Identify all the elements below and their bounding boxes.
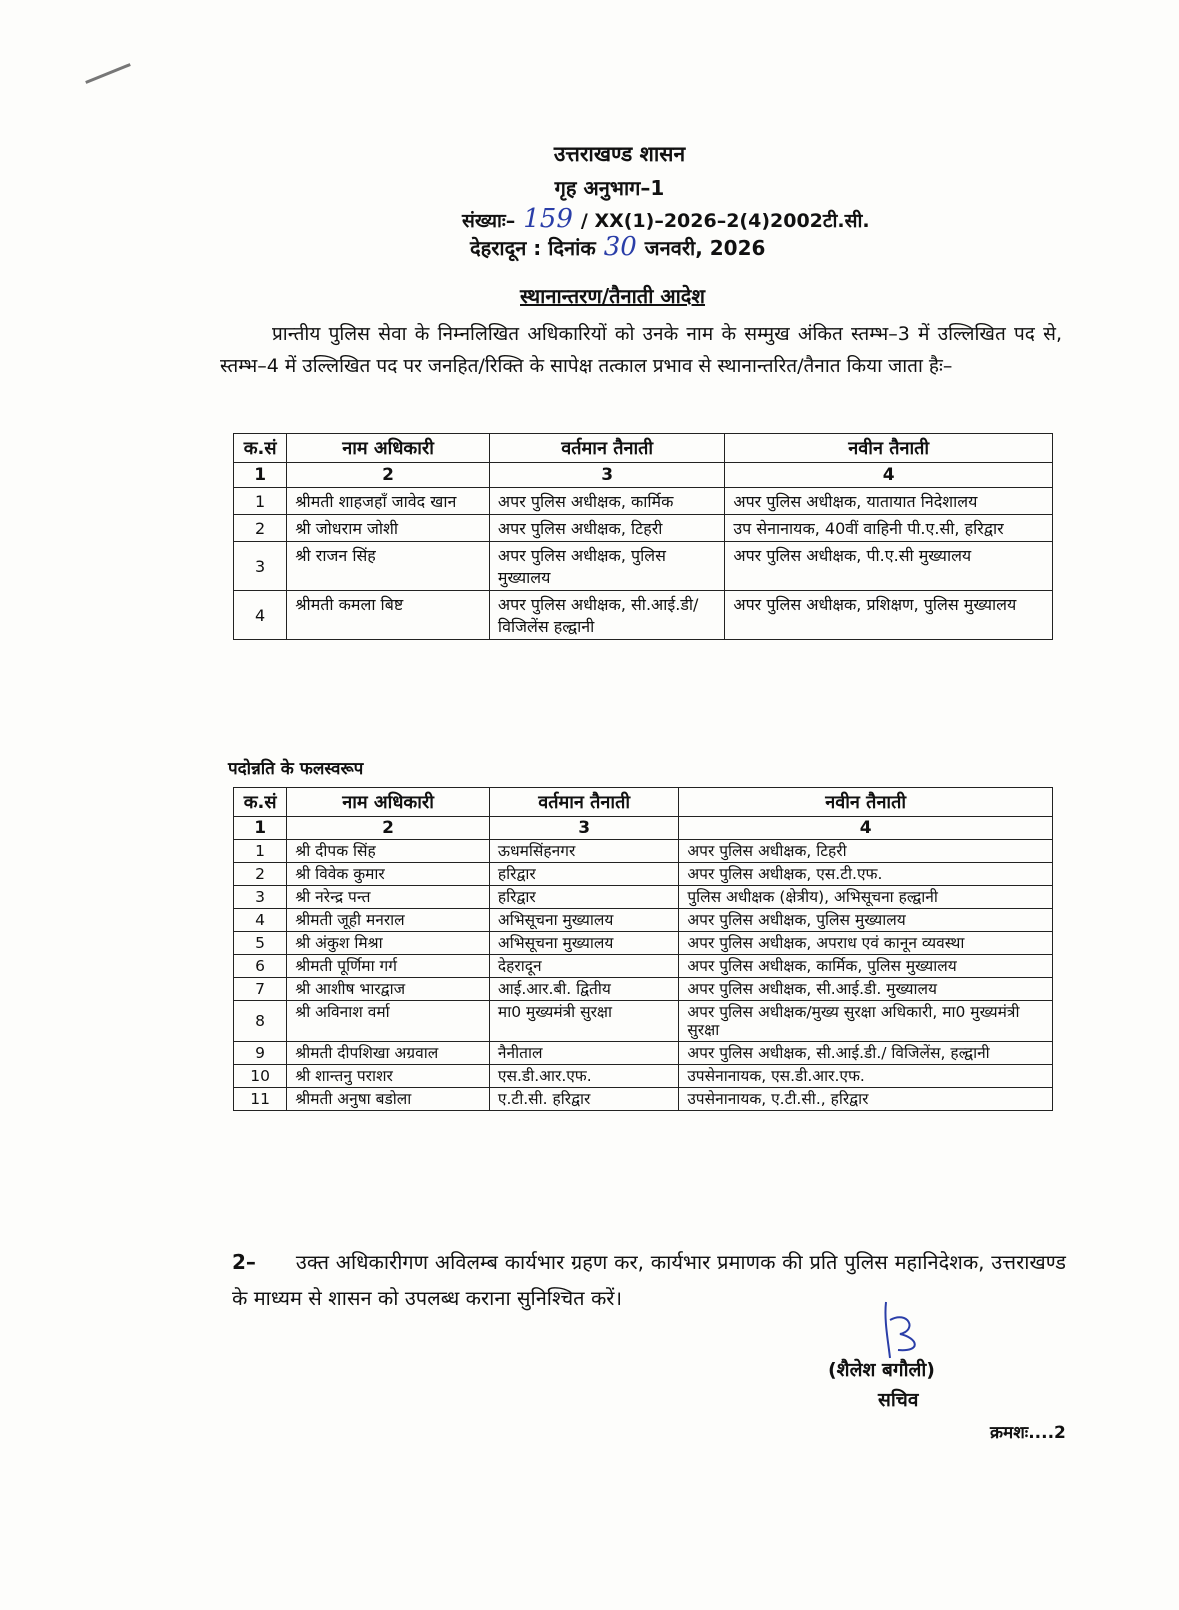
table-row bbox=[234, 488, 1053, 515]
table-row bbox=[234, 591, 1053, 640]
ref-suffix: / XX(1)–2026–2(4)2002टी.सी. bbox=[580, 210, 870, 232]
cell-current-posting: अपर पुलिस अधीक्षक, टिहरी bbox=[489, 515, 724, 542]
cell-current-posting: आई.आर.बी. द्वितीय bbox=[489, 978, 678, 1001]
cell-new-posting: अपर पुलिस अधीक्षक, सी.आई.डी./ विजिलेंस, हल्द्वानी bbox=[679, 1042, 1053, 1065]
cell-name: श्री अंकुश मिश्रा bbox=[287, 932, 490, 955]
cell-sn: 10 bbox=[234, 1065, 287, 1088]
cell-name: श्रीमती जूही मनराल bbox=[287, 909, 490, 932]
table-row bbox=[234, 909, 1053, 932]
col-number: 3 bbox=[489, 463, 724, 488]
cell-name: श्रीमती शाहजहाँ जावेद खान bbox=[287, 488, 490, 515]
cell-sn: 4 bbox=[234, 591, 287, 640]
instruction-paragraph bbox=[232, 1244, 1066, 1316]
cell-name: श्री शान्तनु पराशर bbox=[287, 1065, 490, 1088]
date-line bbox=[470, 232, 765, 262]
cell-sn: 7 bbox=[234, 978, 287, 1001]
cell-sn: 1 bbox=[234, 840, 287, 863]
cell-current-posting: मा0 मुख्यमंत्री सुरक्षा bbox=[489, 1001, 678, 1042]
table-row bbox=[234, 863, 1053, 886]
cell-name: श्री राजन सिंह bbox=[287, 542, 490, 591]
cell-name: श्री अविनाश वर्मा bbox=[287, 1001, 490, 1042]
cell-sn: 11 bbox=[234, 1088, 287, 1111]
intro-paragraph: प्रान्तीय पुलिस सेवा के निम्नलिखित अधिकारियों को उनके नाम के सम्मुख अंकित स्तम्भ–3 में उल्लिखित पद से, स्तम्भ–4 में उल्लिखित पद पर जनहित/रिक्ति के सापेक्ष तत्काल प्रभाव से स्थानान्तरित/तैनात किया जाता हैः– bbox=[220, 323, 1062, 377]
cell-new-posting: उप सेनानायक, 40वीं वाहिनी पी.ए.सी, हरिद्वार bbox=[725, 515, 1053, 542]
table-row bbox=[234, 840, 1053, 863]
para2-text: उक्त अधिकारीगण अविलम्ब कार्यभार ग्रहण कर, कार्यभार प्रमाणक की प्रति पुलिस महानिदेशक, उत्तराखण्ड के माध्यम से शासन को उपलब्ध कराना सुनिश्चित करें। bbox=[232, 1250, 1066, 1310]
cell-current-posting: अपर पुलिस अधीक्षक, सी.आई.डी/विजिलेंस हल्द्वानी bbox=[489, 591, 724, 640]
signatory-name: (शैलेश बगौली) bbox=[828, 1359, 935, 1381]
cell-current-posting: देहरादून bbox=[489, 955, 678, 978]
continuation-marker: क्रमशः....2 bbox=[990, 1423, 1066, 1443]
col-header-current: वर्तमान तैनाती bbox=[489, 434, 724, 463]
cell-new-posting: उपसेनानायक, एस.डी.आर.एफ. bbox=[679, 1065, 1053, 1088]
table-row bbox=[234, 1042, 1053, 1065]
cell-name: श्री जोधराम जोशी bbox=[287, 515, 490, 542]
signature-icon bbox=[878, 1300, 938, 1360]
cell-new-posting: अपर पुलिस अधीक्षक, सी.आई.डी. मुख्यालय bbox=[679, 978, 1053, 1001]
cell-sn: 5 bbox=[234, 932, 287, 955]
section-name: गृह अनुभाग–1 bbox=[554, 176, 665, 200]
cell-new-posting: अपर पुलिस अधीक्षक, एस.टी.एफ. bbox=[679, 863, 1053, 886]
table-row bbox=[234, 1088, 1053, 1111]
col-header-name: नाम अधिकारी bbox=[287, 434, 490, 463]
government-name: उत्तराखण्ड शासन bbox=[553, 142, 686, 166]
cell-sn: 4 bbox=[234, 909, 287, 932]
col-number: 4 bbox=[679, 817, 1053, 840]
cell-current-posting: अपर पुलिस अधीक्षक, कार्मिक bbox=[489, 488, 724, 515]
promotion-table-body bbox=[234, 840, 1053, 1111]
cell-sn: 9 bbox=[234, 1042, 287, 1065]
col-number: 4 bbox=[725, 463, 1053, 488]
col-number: 3 bbox=[489, 817, 678, 840]
col-header-name: नाम अधिकारी bbox=[287, 788, 490, 817]
cell-sn: 3 bbox=[234, 886, 287, 909]
table-row bbox=[234, 955, 1053, 978]
table-row bbox=[234, 1001, 1053, 1042]
cell-new-posting: अपर पुलिस अधीक्षक, प्रशिक्षण, पुलिस मुख्यालय bbox=[725, 591, 1053, 640]
cell-name: श्री नरेन्द्र पन्त bbox=[287, 886, 490, 909]
cell-new-posting: अपर पुलिस अधीक्षक, अपराध एवं कानून व्यवस्था bbox=[679, 932, 1053, 955]
col-header-sn: क.सं bbox=[234, 434, 287, 463]
table-row bbox=[234, 1065, 1053, 1088]
ref-handwritten: 159 bbox=[523, 204, 573, 234]
signatory-designation: सचिव bbox=[878, 1389, 919, 1411]
table-row bbox=[234, 886, 1053, 909]
cell-new-posting: अपर पुलिस अधीक्षक, यातायात निदेशालय bbox=[725, 488, 1053, 515]
ref-prefix: संख्याः– bbox=[462, 210, 516, 232]
cell-sn: 6 bbox=[234, 955, 287, 978]
cell-current-posting: ऊधमसिंहनगर bbox=[489, 840, 678, 863]
cell-name: श्रीमती पूर्णिमा गर्ग bbox=[287, 955, 490, 978]
para2-number: 2– bbox=[232, 1250, 256, 1274]
date-suffix: जनवरी, 2026 bbox=[644, 236, 766, 260]
table-row bbox=[234, 978, 1053, 1001]
cell-sn: 3 bbox=[234, 542, 287, 591]
reference-number bbox=[462, 204, 870, 234]
cell-new-posting: अपर पुलिस अधीक्षक, पी.ए.सी मुख्यालय bbox=[725, 542, 1053, 591]
cell-current-posting: अपर पुलिस अधीक्षक, पुलिस मुख्यालय bbox=[489, 542, 724, 591]
cell-new-posting: अपर पुलिस अधीक्षक, कार्मिक, पुलिस मुख्यालय bbox=[679, 955, 1053, 978]
cell-new-posting: उपसेनानायक, ए.टी.सी., हरिद्वार bbox=[679, 1088, 1053, 1111]
col-number: 2 bbox=[287, 817, 490, 840]
cell-current-posting: हरिद्वार bbox=[489, 886, 678, 909]
col-header-current: वर्तमान तैनाती bbox=[489, 788, 678, 817]
col-number: 1 bbox=[234, 817, 287, 840]
cell-sn: 8 bbox=[234, 1001, 287, 1042]
col-header-new: नवीन तैनाती bbox=[725, 434, 1053, 463]
cell-name: श्री दीपक सिंह bbox=[287, 840, 490, 863]
col-header-sn: क.सं bbox=[234, 788, 287, 817]
cell-name: श्री विवेक कुमार bbox=[287, 863, 490, 886]
table-row bbox=[234, 542, 1053, 591]
cell-current-posting: अभिसूचना मुख्यालय bbox=[489, 909, 678, 932]
table-row bbox=[234, 515, 1053, 542]
table-row bbox=[234, 932, 1053, 955]
date-prefix: देहरादून : दिनांक bbox=[470, 236, 596, 260]
cell-new-posting: अपर पुलिस अधीक्षक, टिहरी bbox=[679, 840, 1053, 863]
col-header-new: नवीन तैनाती bbox=[679, 788, 1053, 817]
col-number: 2 bbox=[287, 463, 490, 488]
cell-current-posting: अभिसूचना मुख्यालय bbox=[489, 932, 678, 955]
order-title: स्थानान्तरण/तैनाती आदेश bbox=[520, 284, 706, 308]
cell-sn: 2 bbox=[234, 863, 287, 886]
cell-new-posting: अपर पुलिस अधीक्षक/मुख्य सुरक्षा अधिकारी, मा0 मुख्यमंत्री सुरक्षा bbox=[679, 1001, 1053, 1042]
col-number: 1 bbox=[234, 463, 287, 488]
cell-name: श्री आशीष भारद्वाज bbox=[287, 978, 490, 1001]
cell-name: श्रीमती अनुषा बडोला bbox=[287, 1088, 490, 1111]
cell-current-posting: ए.टी.सी. हरिद्वार bbox=[489, 1088, 678, 1111]
pen-mark bbox=[85, 63, 131, 84]
cell-name: श्रीमती दीपशिखा अग्रवाल bbox=[287, 1042, 490, 1065]
cell-sn: 2 bbox=[234, 515, 287, 542]
cell-name: श्रीमती कमला बिष्ट bbox=[287, 591, 490, 640]
cell-sn: 1 bbox=[234, 488, 287, 515]
cell-current-posting: एस.डी.आर.एफ. bbox=[489, 1065, 678, 1088]
cell-new-posting: पुलिस अधीक्षक (क्षेत्रीय), अभिसूचना हल्द्वानी bbox=[679, 886, 1053, 909]
promotion-heading: पदोन्नति के फलस्वरूप bbox=[228, 759, 364, 779]
date-handwritten: 30 bbox=[603, 232, 637, 262]
cell-current-posting: नैनीताल bbox=[489, 1042, 678, 1065]
transfer-table bbox=[233, 433, 1053, 640]
transfer-table-body bbox=[234, 488, 1053, 640]
cell-current-posting: हरिद्वार bbox=[489, 863, 678, 886]
cell-new-posting: अपर पुलिस अधीक्षक, पुलिस मुख्यालय bbox=[679, 909, 1053, 932]
promotion-table bbox=[233, 787, 1053, 1111]
